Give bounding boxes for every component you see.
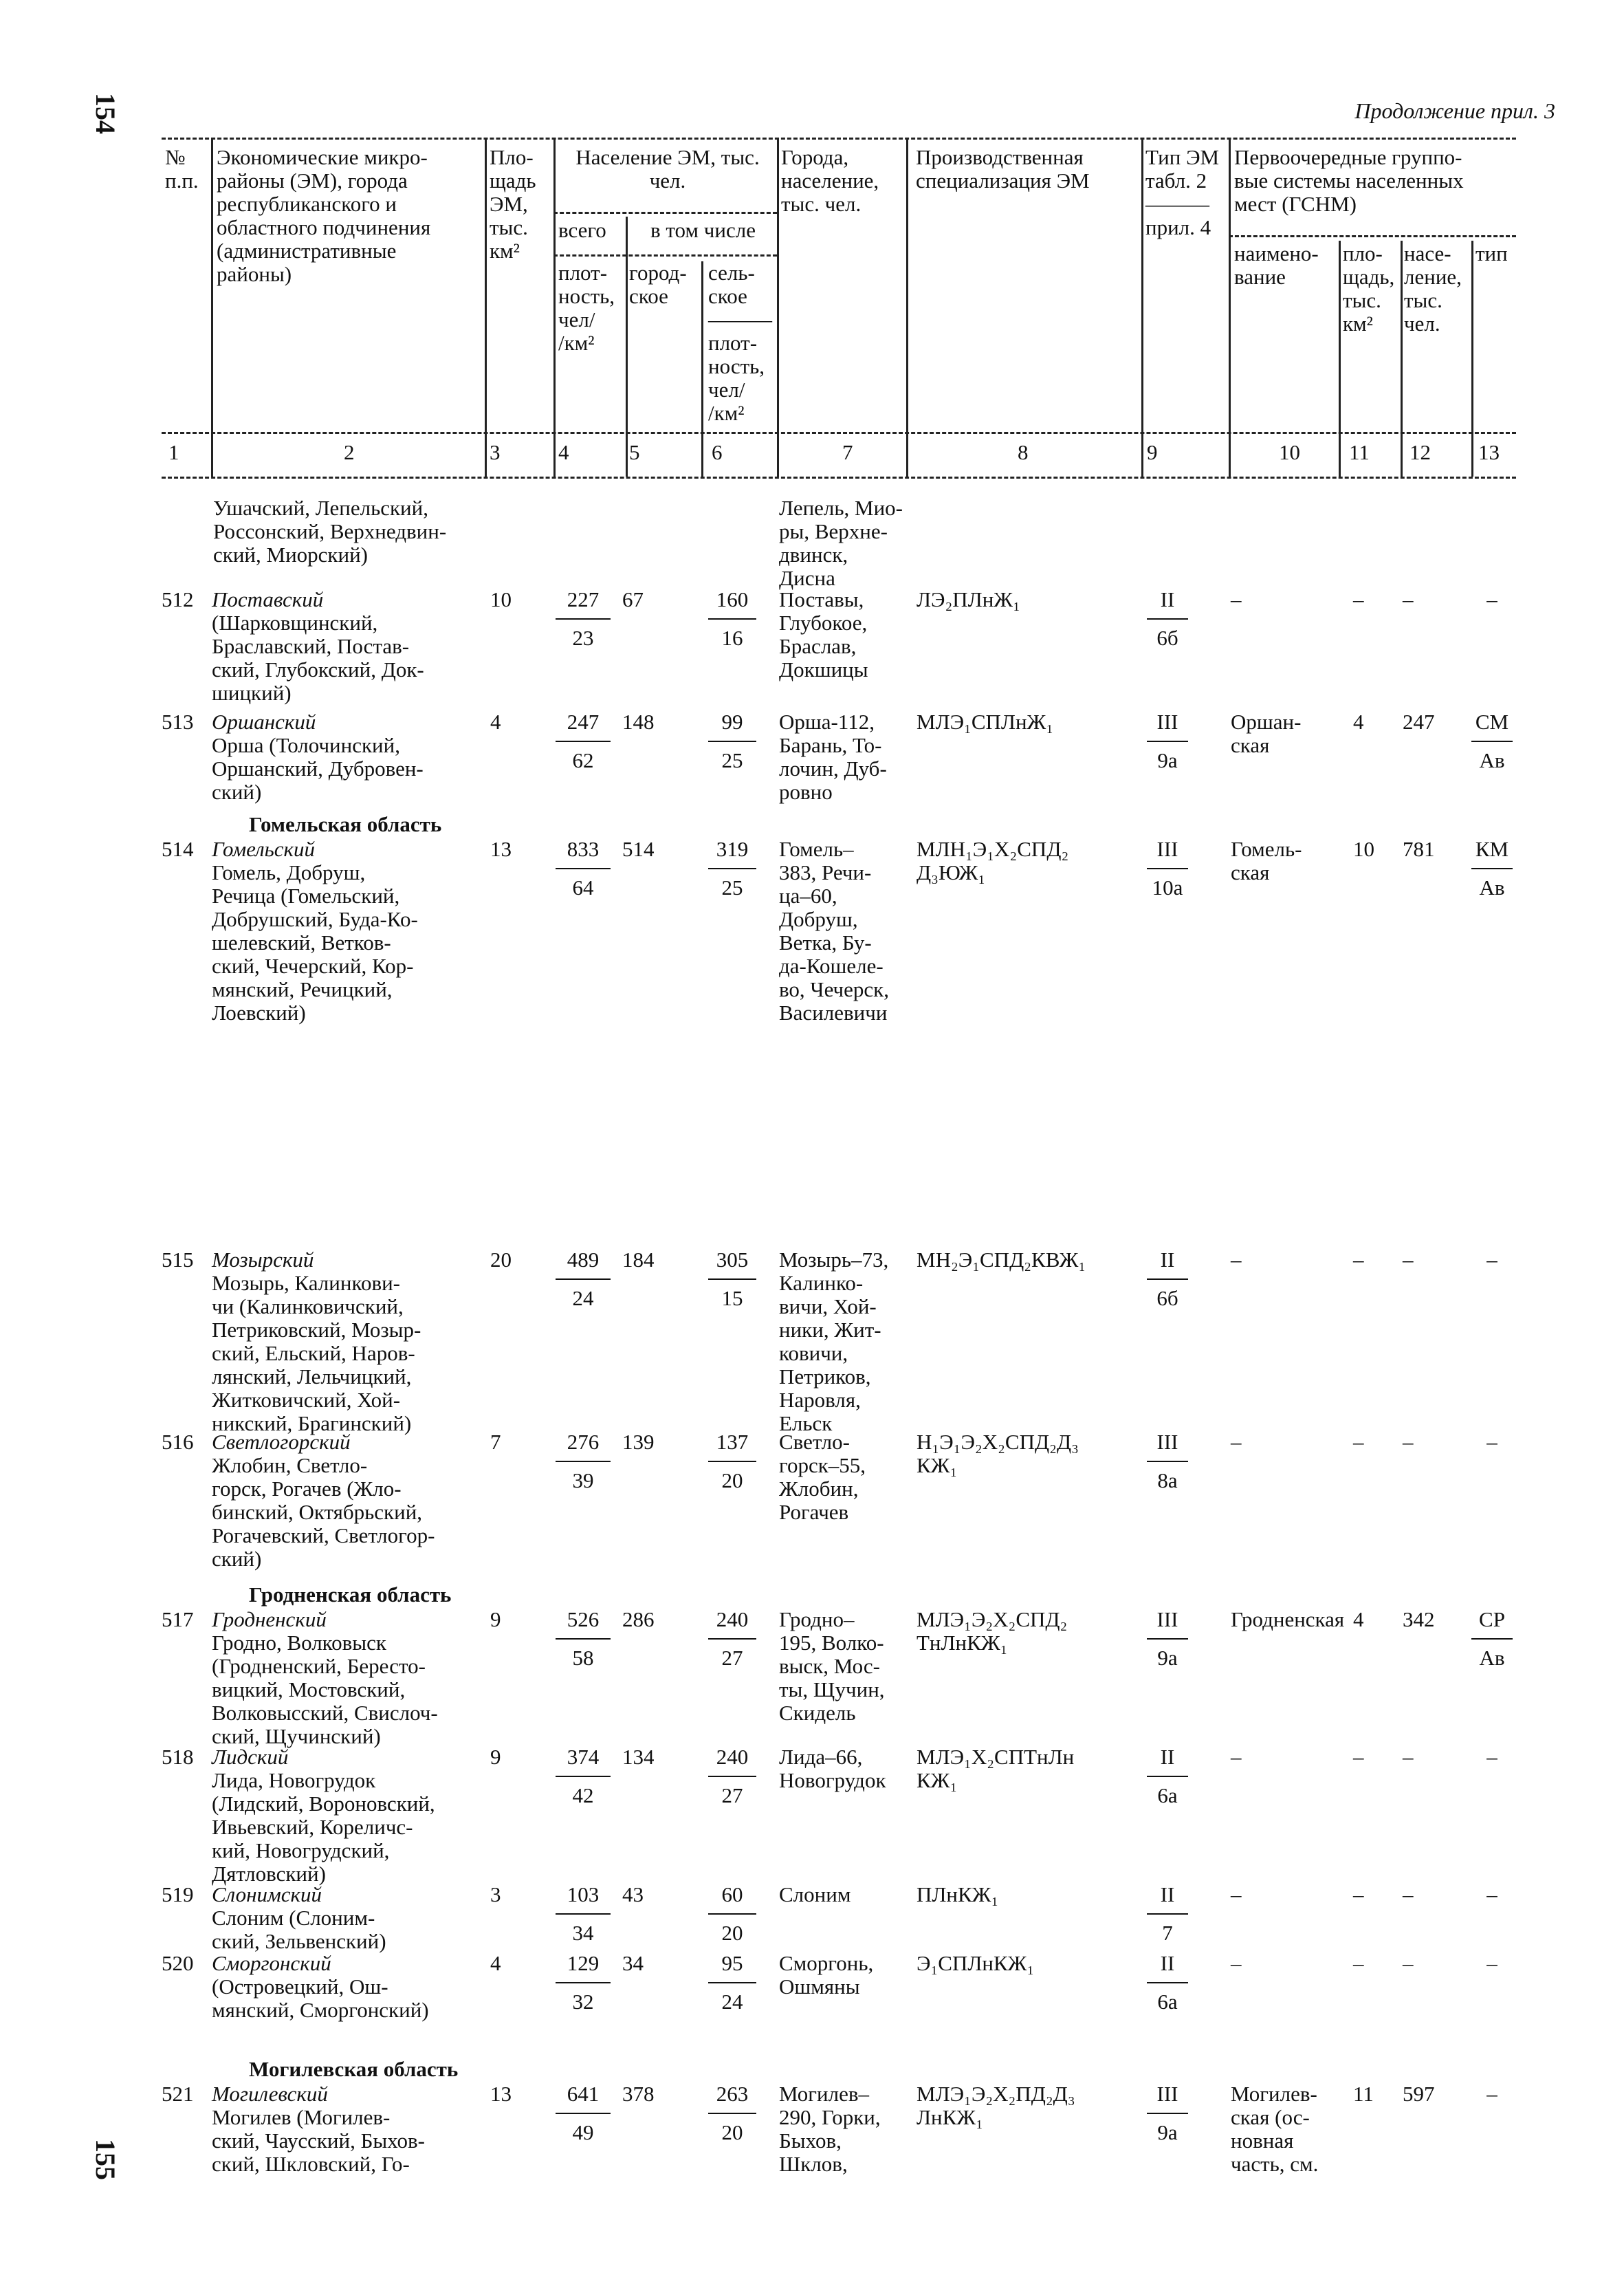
specialization-code: ЛЭ₂ПЛнЖ₁ — [917, 587, 1020, 611]
population-total-value: 641 — [567, 2082, 600, 2106]
population-rural-value: 263 — [716, 2082, 749, 2106]
header-sub-rule — [553, 254, 777, 257]
gsnm-area: 11 — [1353, 2082, 1374, 2106]
cities-list: Мозырь–73, Калинко- вичи, Хой- ники, Жит- ковичи, Петриков, Наровля, Ельск — [779, 1248, 889, 1435]
population-urban: 67 — [622, 587, 644, 611]
row-number: 516 — [162, 1430, 194, 1454]
em-type — [1147, 1608, 1188, 1670]
microregion-districts: Орша (Толочинский, Оршанский, Дубровен- ский) — [212, 733, 424, 804]
gsnm-type-value: – — [1486, 1248, 1497, 1272]
gsnm-type-value: – — [1486, 1430, 1497, 1454]
population-rural-value: 137 — [716, 1430, 749, 1454]
microregion-districts: Жлобин, Светло- горск, Рогачев (Жло- бинский, Октябрьский, Рогачевский, Светлогор- ский) — [212, 1453, 435, 1571]
em-type-sub: 6б — [1147, 1278, 1188, 1310]
gsnm-name: – — [1231, 1951, 1242, 1975]
em-type-value: III — [1156, 2082, 1178, 2106]
header-divider — [1471, 241, 1473, 477]
column-number: 12 — [1409, 440, 1431, 464]
population-urban: 286 — [622, 1607, 655, 1631]
header-divider — [777, 138, 779, 477]
gsnm-type — [1471, 1745, 1513, 1769]
gsnm-type-value: – — [1486, 1745, 1497, 1769]
area-value: 13 — [490, 837, 512, 861]
header-divider — [485, 138, 487, 477]
em-type-value: III — [1156, 837, 1178, 861]
microregion-name: Могилевский — [212, 2082, 328, 2106]
population-rural-sub: 27 — [708, 1776, 756, 1807]
cities-list: Лида–66, Новогрудок — [779, 1745, 886, 1792]
population-urban: 43 — [622, 1882, 644, 1906]
em-type — [1147, 838, 1188, 900]
header-gsnm-pop: насе- ление, тыс. чел. — [1404, 241, 1462, 336]
gsnm-type — [1471, 1608, 1513, 1670]
gsnm-population: – — [1403, 587, 1414, 611]
population-total — [556, 1608, 611, 1670]
row-number: 521 — [162, 2082, 194, 2106]
population-rural — [708, 1883, 756, 1945]
column-number: 11 — [1349, 440, 1370, 464]
header-gsnm-name: наимено- вание — [1234, 241, 1319, 289]
gsnm-area: 4 — [1353, 710, 1364, 734]
microregion-districts: Мозырь, Калинкови- чи (Калинковичский, Петриковский, Мозыр- ский, Ельский, Наров- лянский, Лельчицкий, Житковичский, Хой- никский, Брагинский) — [212, 1271, 421, 1435]
header-population: Население ЭМ, тыс. чел. — [575, 145, 760, 193]
column-number: 4 — [558, 440, 569, 464]
population-total — [556, 1745, 611, 1807]
microregion-name: Сморгонский — [212, 1951, 331, 1975]
header-urban: город- ское — [629, 261, 687, 308]
microregion-districts: (Островецкий, Ош- мянский, Сморгонский) — [212, 1974, 429, 2022]
area-value: 7 — [490, 1430, 501, 1454]
header-divider — [906, 138, 908, 477]
gsnm-area: – — [1353, 1430, 1364, 1454]
specialization-code: ПЛнКЖ₁ — [917, 1882, 999, 1906]
gsnm-area: 4 — [1353, 1607, 1364, 1631]
population-urban: 514 — [622, 837, 655, 861]
population-total-sub: 42 — [556, 1776, 611, 1807]
continuation-title: Продолжение прил. 3 — [1354, 98, 1555, 123]
microregion-districts: Слоним (Слоним- ский, Зельвенский) — [212, 1906, 386, 1953]
em-type — [1147, 1248, 1188, 1310]
gsnm-population: – — [1403, 1745, 1414, 1769]
area-value: 4 — [490, 1951, 501, 1975]
em-type — [1147, 588, 1188, 650]
header-divider — [1339, 241, 1341, 477]
header-gsnm: Первоочередные группо- вые системы населенных мест (ГСНМ) — [1234, 145, 1464, 216]
em-type-value: II — [1160, 1882, 1175, 1906]
row-number: 513 — [162, 710, 194, 734]
area-value: 13 — [490, 2082, 512, 2106]
header-divider — [1401, 241, 1403, 477]
population-total — [556, 1430, 611, 1492]
population-total-sub: 64 — [556, 868, 611, 900]
microregion-name: Оршанский — [212, 710, 316, 734]
em-type-sub: 6а — [1147, 1982, 1188, 2014]
population-total-sub: 62 — [556, 741, 611, 772]
em-type — [1147, 1952, 1188, 2014]
em-type-value: II — [1160, 1951, 1175, 1975]
population-total — [556, 2082, 611, 2144]
microregion-name: Поставский — [212, 587, 324, 611]
lead-districts: Ушачский, Лепельский, Россонский, Верхнедвин- ский, Миорский) — [213, 496, 447, 567]
header-sub-rule — [553, 212, 777, 214]
gsnm-area: – — [1353, 1951, 1364, 1975]
gsnm-type — [1471, 1430, 1513, 1454]
column-number: 1 — [168, 440, 179, 464]
gsnm-population: 247 — [1403, 710, 1435, 734]
cities-list: Могилев– 290, Горки, Быхов, Шклов, — [779, 2082, 881, 2176]
gsnm-name: – — [1231, 1430, 1242, 1454]
population-rural-value: 305 — [716, 1248, 749, 1272]
gsnm-area: – — [1353, 1882, 1364, 1906]
population-rural-sub: 20 — [708, 2113, 756, 2144]
header-divider — [701, 261, 703, 477]
gsnm-name: – — [1231, 587, 1242, 611]
gsnm-name: – — [1231, 1745, 1242, 1769]
em-type — [1147, 1745, 1188, 1807]
population-urban: 139 — [622, 1430, 655, 1454]
em-type-sub: 10а — [1147, 868, 1188, 900]
population-total-sub: 49 — [556, 2113, 611, 2144]
specialization-code: МЛЭ₁СПЛнЖ₁ — [917, 710, 1054, 734]
region-heading: Могилевская область — [249, 2057, 459, 2081]
row-number: 514 — [162, 837, 194, 861]
gsnm-population: – — [1403, 1882, 1414, 1906]
population-total — [556, 1883, 611, 1945]
em-type-sub: 7 — [1147, 1913, 1188, 1945]
microregion-name: Светлогорский — [212, 1430, 351, 1454]
population-total-value: 247 — [567, 710, 600, 734]
row-number: 518 — [162, 1745, 194, 1769]
population-total-value: 276 — [567, 1430, 600, 1454]
gsnm-area: – — [1353, 1248, 1364, 1272]
header-sub-rule — [1229, 235, 1516, 237]
gsnm-type-value: – — [1486, 1951, 1497, 1975]
population-rural-sub: 25 — [708, 868, 756, 900]
population-total-sub: 32 — [556, 1982, 611, 2014]
population-total — [556, 1952, 611, 2014]
population-total-value: 374 — [567, 1745, 600, 1769]
specialization-code: МЛЭ₁Э₂Х₂СПД₂ ТнЛнКЖ₁ — [917, 1607, 1068, 1655]
population-urban: 184 — [622, 1248, 655, 1272]
gsnm-type — [1471, 588, 1513, 611]
lead-cities: Лепель, Мио- ры, Верхне- двинск, Дисна — [779, 496, 903, 590]
cities-list: Сморгонь, Ошмяны — [779, 1951, 874, 1999]
population-rural-sub: 27 — [708, 1638, 756, 1670]
cities-list: Гродно– 195, Волко- выск, Мос- ты, Щучин, Скидель — [779, 1607, 885, 1725]
population-rural — [708, 588, 756, 650]
population-total-value: 489 — [567, 1248, 600, 1272]
em-type-value: III — [1156, 1607, 1178, 1631]
population-rural-value: 319 — [716, 837, 749, 861]
gsnm-type-value: СР — [1479, 1607, 1505, 1631]
header-including: в том числе — [650, 218, 756, 242]
gsnm-type-value: – — [1486, 587, 1497, 611]
cities-list: Слоним — [779, 1882, 851, 1906]
population-urban: 134 — [622, 1745, 655, 1769]
em-type — [1147, 1430, 1188, 1492]
specialization-code: МЛЭ₁Х₂СПТнЛн КЖ₁ — [917, 1745, 1075, 1792]
row-number: 520 — [162, 1951, 194, 1975]
header-regions: Экономические микро- районы (ЭМ), города республиканского и областного подчинения (административные районы) — [217, 145, 431, 286]
header-top-rule — [162, 138, 1516, 140]
population-total-value: 103 — [567, 1882, 600, 1906]
em-type-value: II — [1160, 587, 1175, 611]
area-value: 3 — [490, 1882, 501, 1906]
header-total: всего — [558, 218, 606, 242]
gsnm-type-sub: Ав — [1471, 741, 1513, 772]
gsnm-type — [1471, 2082, 1513, 2106]
column-number: 10 — [1279, 440, 1300, 464]
header-em-type: Тип ЭМ табл. 2 ——— прил. 4 — [1145, 145, 1220, 239]
population-rural-sub: 15 — [708, 1278, 756, 1310]
microregion-districts: (Шарковщинский, Браславский, Постав- ский, Глубокский, Док- шицкий) — [212, 611, 424, 705]
gsnm-name: Гродненская — [1231, 1607, 1345, 1631]
area-value: 4 — [490, 710, 501, 734]
population-total — [556, 710, 611, 772]
gsnm-type — [1471, 1883, 1513, 1906]
population-rural-sub: 16 — [708, 618, 756, 650]
microregion-name: Гомельский — [212, 837, 316, 861]
microregion-name: Гродненский — [212, 1607, 327, 1631]
gsnm-type-value: – — [1486, 1882, 1497, 1906]
gsnm-population: – — [1403, 1248, 1414, 1272]
specialization-code: Н₁Э₁Э₂Х₂СПД₂Д₃ КЖ₁ — [917, 1430, 1079, 1477]
column-number: 8 — [1018, 440, 1029, 464]
gsnm-population: 342 — [1403, 1607, 1435, 1631]
population-rural — [708, 1952, 756, 2014]
column-number: 2 — [344, 440, 355, 464]
population-total-value: 833 — [567, 837, 600, 861]
population-rural — [708, 1430, 756, 1492]
microregion-name: Лидский — [212, 1745, 289, 1769]
population-rural-sub: 24 — [708, 1982, 756, 2014]
em-type-value: II — [1160, 1745, 1175, 1769]
gsnm-type-value: КМ — [1475, 837, 1509, 861]
population-urban: 378 — [622, 2082, 655, 2106]
population-rural — [708, 1248, 756, 1310]
population-total-value: 227 — [567, 587, 600, 611]
em-type-sub: 9а — [1147, 741, 1188, 772]
em-type-value: III — [1156, 710, 1178, 734]
population-rural — [708, 2082, 756, 2144]
header-cities: Города, население, тыс. чел. — [781, 145, 879, 216]
population-rural-sub: 20 — [708, 1913, 756, 1945]
population-rural-value: 240 — [716, 1745, 749, 1769]
specialization-code: МЛН₁Э₁Х₂СПД₂ Д₃ЮЖ₁ — [917, 837, 1069, 884]
specialization-code: Э₁СПЛнКЖ₁ — [917, 1951, 1035, 1975]
microregion-districts: Гродно, Волковыск (Гродненский, Бересто- вицкий, Мостовский, Волковысский, Свислоч- ский, Щучинский) — [212, 1631, 438, 1748]
specialization-code: МЛЭ₁Э₂Х₂ПД₂Д₃ ЛнКЖ₁ — [917, 2082, 1075, 2129]
em-type-sub: 6б — [1147, 618, 1188, 650]
population-rural — [708, 710, 756, 772]
area-value: 9 — [490, 1745, 501, 1769]
gsnm-area: 10 — [1353, 837, 1374, 861]
population-total — [556, 838, 611, 900]
microregion-name: Мозырский — [212, 1248, 314, 1272]
microregion-districts: Могилев (Могилев- ский, Чаусский, Быхов- ский, Шкловский, Го- — [212, 2105, 425, 2176]
cities-list: Светло- горск–55, Жлобин, Рогачев — [779, 1430, 866, 1524]
gsnm-type-value: СМ — [1475, 710, 1509, 734]
area-value: 20 — [490, 1248, 512, 1272]
population-total-sub: 34 — [556, 1913, 611, 1945]
population-rural — [708, 1608, 756, 1670]
population-rural — [708, 838, 756, 900]
header-total-density: плот- ность, чел/ /км² — [558, 261, 615, 355]
column-number: 5 — [629, 440, 640, 464]
area-value: 9 — [490, 1607, 501, 1631]
population-total-sub: 23 — [556, 618, 611, 650]
area-value: 10 — [490, 587, 512, 611]
em-type-value: II — [1160, 1248, 1175, 1272]
microregion-districts: Гомель, Добруш, Речица (Гомельский, Добрушский, Буда-Ко- шелевский, Ветков- ский, Чечерский, Кор- мянский, Речицкий, Лоевский) — [212, 860, 418, 1025]
cities-list: Гомель– 383, Речи- ца–60, Добруш, Ветка, Бу- да-Кошеле- во, Чечерск, Василевичи — [779, 837, 889, 1025]
row-number: 512 — [162, 587, 194, 611]
header-gsnm-area: пло- щадь, тыс. км² — [1343, 241, 1395, 336]
region-heading: Гродненская область — [249, 1582, 452, 1607]
population-rural-value: 95 — [721, 1951, 743, 1975]
population-rural-value: 240 — [716, 1607, 749, 1631]
region-heading: Гомельская область — [249, 812, 442, 836]
population-total-value: 526 — [567, 1607, 600, 1631]
header-specialization: Производственная специализация ЭМ — [916, 145, 1090, 193]
gsnm-name: Гомель- ская — [1231, 837, 1302, 884]
population-total-sub: 58 — [556, 1638, 611, 1670]
column-numbers-rule — [162, 477, 1516, 479]
header-gsnm-type: тип — [1475, 241, 1508, 265]
specialization-code: МН₂Э₁СПД₂КВЖ₁ — [917, 1248, 1086, 1272]
gsnm-type — [1471, 838, 1513, 900]
header-divider — [1229, 138, 1231, 477]
gsnm-area: – — [1353, 587, 1364, 611]
gsnm-type-sub: Ав — [1471, 868, 1513, 900]
em-type — [1147, 2082, 1188, 2144]
header-num: № п.п. — [165, 145, 199, 193]
gsnm-type-value: – — [1486, 2082, 1497, 2106]
gsnm-population: 781 — [1403, 837, 1435, 861]
gsnm-type-sub: Ав — [1471, 1638, 1513, 1670]
population-total-sub: 24 — [556, 1278, 611, 1310]
population-rural-value: 160 — [716, 587, 749, 611]
row-number: 519 — [162, 1882, 194, 1906]
header-rural: сель- ское ——— плот- ность, чел/ /км² — [708, 261, 772, 425]
population-rural — [708, 1745, 756, 1807]
page-number-bottom: 155 — [90, 2139, 121, 2180]
microregion-name: Слонимский — [212, 1882, 322, 1906]
population-urban: 148 — [622, 710, 655, 734]
gsnm-type — [1471, 1952, 1513, 1975]
population-urban: 34 — [622, 1951, 644, 1975]
population-total-sub: 39 — [556, 1461, 611, 1492]
gsnm-population: – — [1403, 1951, 1414, 1975]
population-total — [556, 1248, 611, 1310]
em-type-sub: 9а — [1147, 1638, 1188, 1670]
em-type-value: III — [1156, 1430, 1178, 1454]
column-number: 9 — [1147, 440, 1158, 464]
column-number: 6 — [712, 440, 723, 464]
cities-list: Орша-112, Барань, То- лочин, Дуб- ровно — [779, 710, 887, 804]
population-rural-value: 60 — [721, 1882, 743, 1906]
gsnm-name: Могилев- ская (ос- новная часть, см. — [1231, 2082, 1319, 2176]
page-number-top: 154 — [90, 93, 121, 134]
population-rural-value: 99 — [721, 710, 743, 734]
population-rural-sub: 20 — [708, 1461, 756, 1492]
gsnm-population: 597 — [1403, 2082, 1435, 2106]
column-number: 7 — [842, 440, 853, 464]
gsnm-name: – — [1231, 1882, 1242, 1906]
row-number: 515 — [162, 1248, 194, 1272]
gsnm-area: – — [1353, 1745, 1364, 1769]
header-divider — [553, 138, 556, 477]
header-bottom-rule — [162, 432, 1516, 434]
gsnm-name: Оршан- ская — [1231, 710, 1302, 757]
cities-list: Поставы, Глубокое, Браслав, Докшицы — [779, 587, 868, 682]
header-divider — [211, 138, 213, 477]
gsnm-type — [1471, 710, 1513, 772]
column-number: 3 — [490, 440, 501, 464]
em-type-sub: 9а — [1147, 2113, 1188, 2144]
microregion-districts: Лида, Новогрудок (Лидский, Вороновский, Ивьевский, Кореличс- кий, Новогрудский, Дятловский) — [212, 1768, 435, 1886]
row-number: 517 — [162, 1607, 194, 1631]
em-type-sub: 8а — [1147, 1461, 1188, 1492]
em-type — [1147, 1883, 1188, 1945]
gsnm-population: – — [1403, 1430, 1414, 1454]
gsnm-type — [1471, 1248, 1513, 1272]
population-rural-sub: 25 — [708, 741, 756, 772]
gsnm-name: – — [1231, 1248, 1242, 1272]
population-total-value: 129 — [567, 1951, 600, 1975]
column-number: 13 — [1478, 440, 1500, 464]
em-type — [1147, 710, 1188, 772]
em-type-sub: 6а — [1147, 1776, 1188, 1807]
population-total — [556, 588, 611, 650]
header-area: Пло- щадь ЭМ, тыс. км² — [490, 145, 536, 263]
